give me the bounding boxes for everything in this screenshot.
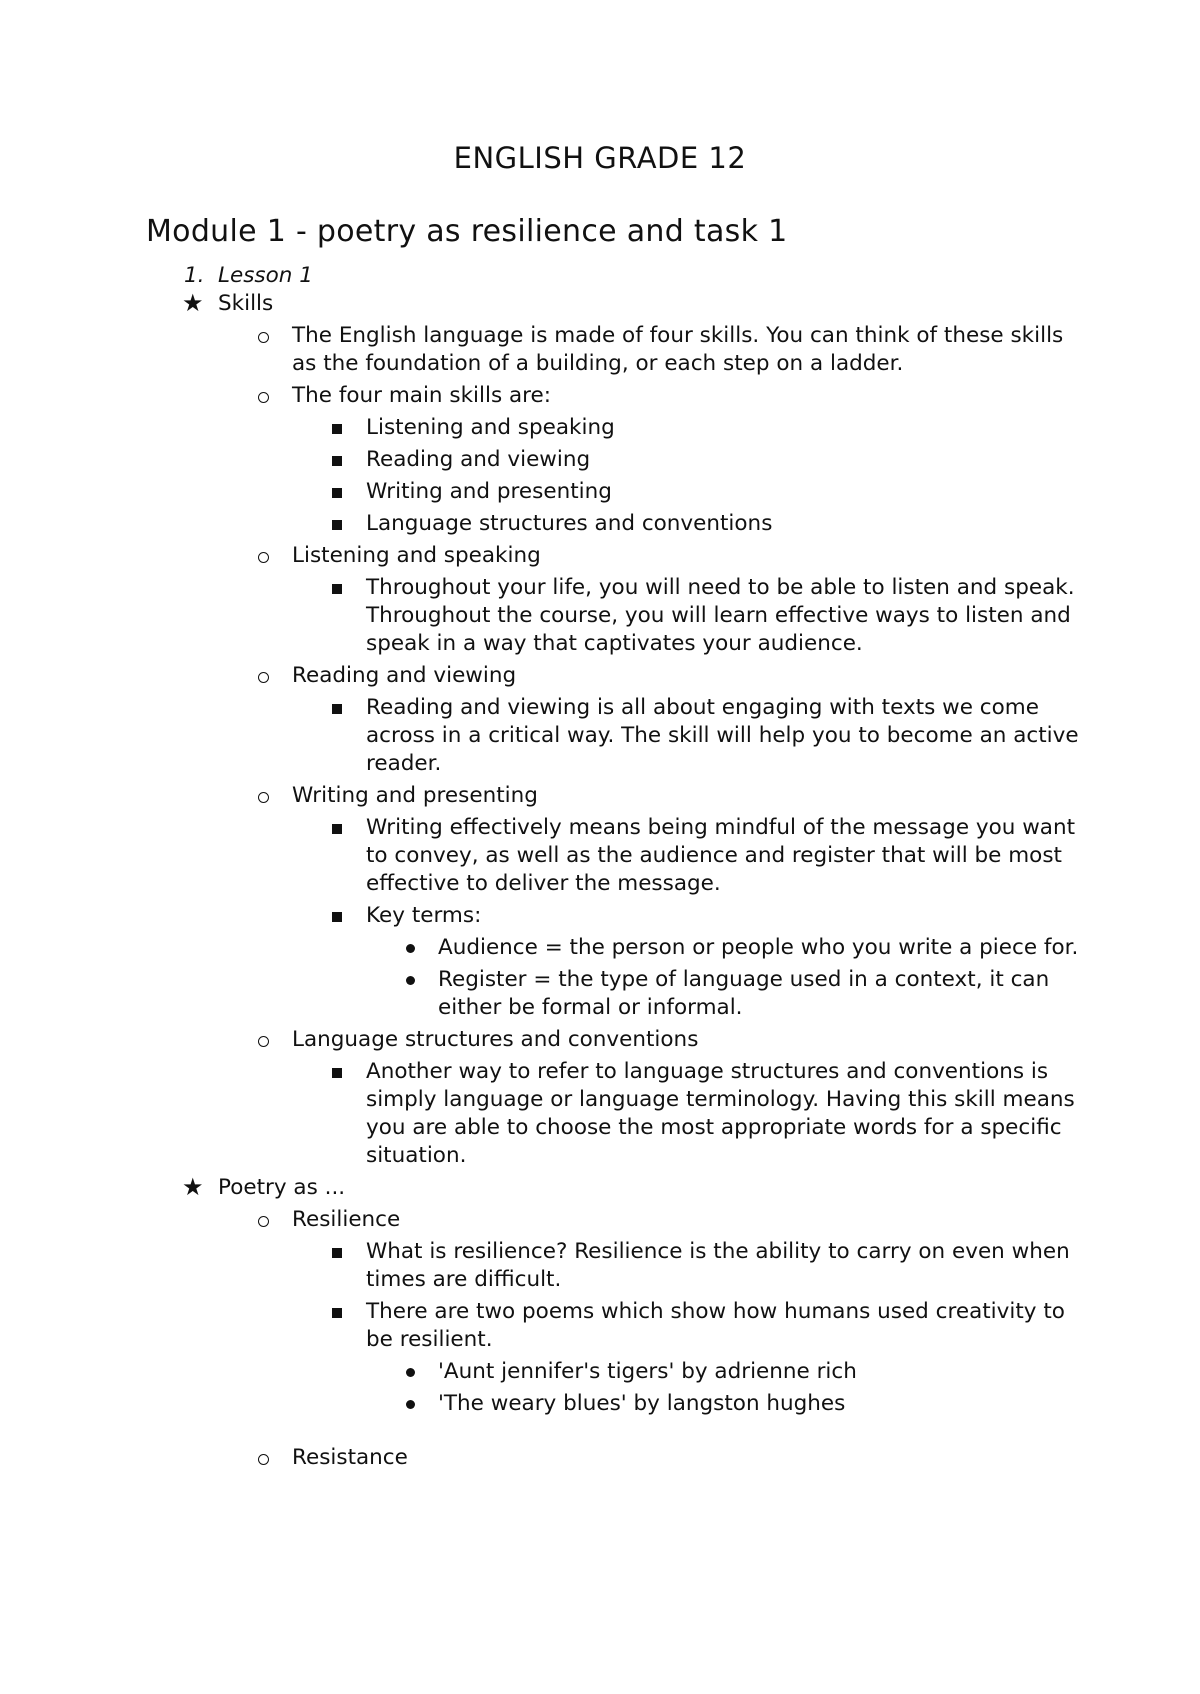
star-bullet-icon: ★ xyxy=(182,289,204,317)
resistance-label: Resistance xyxy=(292,1445,408,1470)
circle-bullet-icon xyxy=(258,792,269,803)
square-bullet-icon xyxy=(332,1308,342,1318)
list-item xyxy=(146,478,1086,506)
list-item xyxy=(146,966,1086,1022)
square-bullet-icon xyxy=(332,1248,342,1258)
list-item xyxy=(146,382,1086,410)
circle-bullet-icon xyxy=(258,1454,269,1465)
key-term: Register = the type of language used in a context, it can either be formal or informal. xyxy=(438,967,1050,1020)
reading-text: Reading and viewing is all about engaging with texts we come across in a critical way. The skill will help you to become an active reader. xyxy=(366,695,1079,776)
list-item xyxy=(146,414,1086,442)
square-bullet-icon xyxy=(332,520,342,530)
key-terms-label: Key terms: xyxy=(366,903,482,928)
circle-bullet-icon xyxy=(258,392,269,403)
list-item xyxy=(146,1026,1086,1054)
dot-bullet-icon xyxy=(406,1368,415,1377)
square-bullet-icon xyxy=(332,704,342,714)
poem-title: 'Aunt jennifer's tigers' by adrienne rich xyxy=(438,1359,857,1384)
list-item xyxy=(146,574,1086,658)
language-label: Language structures and conventions xyxy=(292,1027,699,1052)
list-item xyxy=(146,542,1086,570)
circle-bullet-icon xyxy=(258,1036,269,1047)
list-item xyxy=(146,814,1086,898)
document-title: ENGLISH GRADE 12 xyxy=(453,141,747,175)
list-item xyxy=(146,1358,1086,1386)
list-item xyxy=(146,1390,1086,1418)
lesson-number: 1. xyxy=(184,263,205,288)
list-item xyxy=(146,902,1086,930)
four-skills-item: Listening and speaking xyxy=(366,415,615,440)
list-item xyxy=(146,1444,1086,1472)
lesson-label: Lesson 1 xyxy=(218,263,313,288)
key-term: Audience = the person or people who you write a piece for. xyxy=(438,935,1079,960)
poetry-section xyxy=(146,1174,1086,1202)
list-item xyxy=(146,1206,1086,1234)
circle-bullet-icon xyxy=(258,1216,269,1227)
writing-text: Writing effectively means being mindful of the message you want to convey, as well as the audience and register that will be most effective to deliver the message. xyxy=(366,815,1076,896)
dot-bullet-icon xyxy=(406,944,415,953)
list-item xyxy=(146,446,1086,474)
listening-text: Throughout your life, you will need to be able to listen and speak. Throughout the course, you will learn effective ways to listen and speak in a way that captivates your audience. xyxy=(366,575,1075,656)
lesson-outline xyxy=(146,262,1086,1472)
dot-bullet-icon xyxy=(406,976,415,985)
list-item xyxy=(146,662,1086,690)
skills-section xyxy=(146,290,1086,318)
module-heading: Module 1 - poetry as resilience and task 1 xyxy=(146,214,788,249)
skills-intro: The English language is made of four skills. You can think of these skills as the foundation of a building, or each step on a ladder. xyxy=(292,323,1064,376)
circle-bullet-icon xyxy=(258,552,269,563)
star-bullet-icon: ★ xyxy=(182,1173,204,1201)
list-item xyxy=(146,1238,1086,1294)
list-item xyxy=(146,1058,1086,1170)
resilience-label: Resilience xyxy=(292,1207,401,1232)
square-bullet-icon xyxy=(332,824,342,834)
four-skills-item: Reading and viewing xyxy=(366,447,591,472)
reading-label: Reading and viewing xyxy=(292,663,517,688)
square-bullet-icon xyxy=(332,456,342,466)
circle-bullet-icon xyxy=(258,672,269,683)
square-bullet-icon xyxy=(332,488,342,498)
list-item xyxy=(146,782,1086,810)
square-bullet-icon xyxy=(332,424,342,434)
skills-label: Skills xyxy=(218,291,274,316)
list-item xyxy=(146,510,1086,538)
poem-title: 'The weary blues' by langston hughes xyxy=(438,1391,846,1416)
four-skills-item: Writing and presenting xyxy=(366,479,612,504)
list-item xyxy=(146,694,1086,778)
lesson-item xyxy=(146,262,1086,290)
circle-bullet-icon xyxy=(258,332,269,343)
writing-label: Writing and presenting xyxy=(292,783,538,808)
square-bullet-icon xyxy=(332,1068,342,1078)
poems-intro: There are two poems which show how humans used creativity to be resilient. xyxy=(366,1299,1065,1352)
square-bullet-icon xyxy=(332,912,342,922)
list-item xyxy=(146,322,1086,378)
resilience-definition: What is resilience? Resilience is the ability to carry on even when times are difficult. xyxy=(366,1239,1070,1292)
dot-bullet-icon xyxy=(406,1400,415,1409)
square-bullet-icon xyxy=(332,584,342,594)
list-item xyxy=(146,934,1086,962)
list-item xyxy=(146,1298,1086,1354)
four-skills-item: Language structures and conventions xyxy=(366,511,773,536)
four-skills-label: The four main skills are: xyxy=(292,383,552,408)
language-text: Another way to refer to language structures and conventions is simply language or language terminology. Having this skill means you are able to choose the most appropriate words for a specific situation. xyxy=(366,1059,1075,1168)
listening-label: Listening and speaking xyxy=(292,543,541,568)
poetry-label: Poetry as ... xyxy=(218,1175,346,1200)
